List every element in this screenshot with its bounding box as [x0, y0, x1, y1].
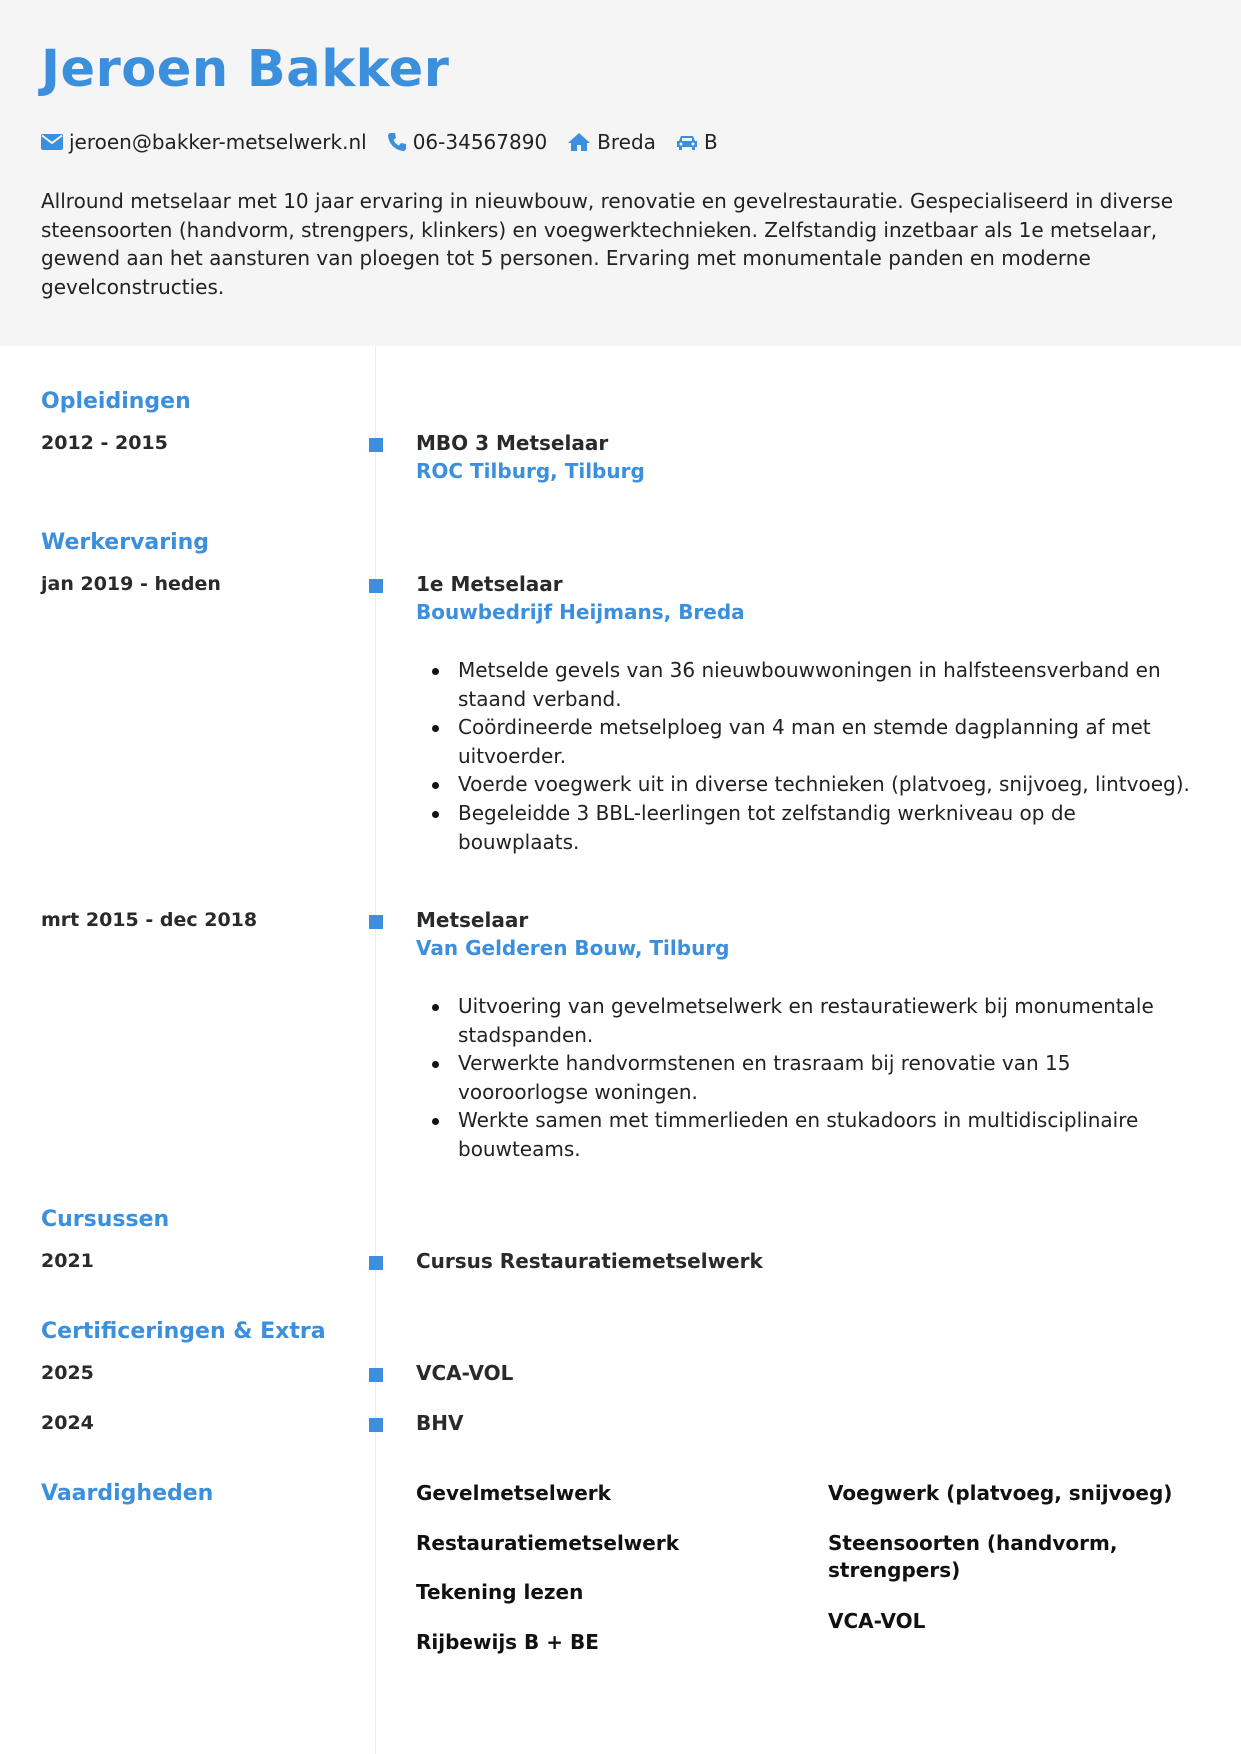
list-item: Metselde gevels van 36 nieuwbouwwoningen in halfsteensverband en staand verband.: [416, 656, 1196, 713]
experience-title: 1e Metselaar: [416, 572, 563, 596]
course-title: Cursus Restauratiemetselwerk: [416, 1249, 763, 1273]
education-date: 2012 - 2015: [41, 432, 168, 454]
experience-bullets: [416, 992, 1196, 1164]
phone-text: 06-34567890: [412, 130, 548, 154]
experience-bullets: [416, 656, 1196, 856]
experience-date: jan 2019 - heden: [41, 573, 221, 595]
education-title: MBO 3 Metselaar: [416, 431, 609, 455]
skill-item: Restauratiemetselwerk: [416, 1531, 679, 1555]
skill-item: Voegwerk (platvoeg, snijvoeg): [828, 1481, 1173, 1505]
section-title-experience: Werkervaring: [41, 530, 210, 555]
contact-city: [567, 130, 656, 154]
education-school: ROC Tilburg, Tilburg: [416, 459, 645, 483]
envelope-icon: [41, 134, 63, 150]
experience-title: Metselaar: [416, 908, 529, 932]
section-title-courses: Cursussen: [41, 1207, 170, 1232]
car-icon: [676, 133, 698, 151]
timeline-marker: [369, 1368, 383, 1382]
certification-title: VCA-VOL: [416, 1361, 514, 1385]
skill-item: Tekening lezen: [416, 1580, 584, 1604]
timeline-marker: [369, 438, 383, 452]
list-item: Verwerkte handvormstenen en trasraam bij renovatie van 15 vooroorlogse woningen.: [416, 1049, 1196, 1106]
skill-item: Steensoorten (handvorm, strengpers): [828, 1531, 1118, 1582]
contact-phone: [387, 130, 547, 154]
list-item: Werkte samen met timmerlieden en stukadoors in multidisciplinaire bouwteams.: [416, 1106, 1196, 1163]
list-item: Begeleidde 3 BBL-leerlingen tot zelfstandig werkniveau op de bouwplaats.: [416, 799, 1196, 856]
timeline-marker: [369, 1256, 383, 1270]
skill-item: VCA-VOL: [828, 1609, 926, 1633]
list-item: Coördineerde metselploeg van 4 man en stemde dagplanning af met uitvoerder.: [416, 713, 1196, 770]
certification-title: BHV: [416, 1411, 464, 1435]
timeline-marker: [369, 579, 383, 593]
home-icon: [567, 132, 591, 152]
profile-summary: Allround metselaar met 10 jaar ervaring in nieuwbouw, renovatie en gevelrestauratie. Gespecialiseerd in diverse steensoorten (handvorm, strengpers, klinkers) en voegwerktechnieken. Zelfstandig inzetbaar als 1e metselaar, gewend aan het aansturen van ploegen tot 5 personen. Ervaring met monumentale panden en moderne gevelconstructies.: [41, 189, 1174, 299]
candidate-name: Jeroen Bakker: [41, 40, 450, 99]
header: [0, 0, 1241, 346]
timeline-divider: [375, 346, 376, 1754]
experience-date: mrt 2015 - dec 2018: [41, 909, 258, 931]
email-text: jeroen@bakker-metselwerk.nl: [69, 130, 367, 154]
certification-date: 2024: [41, 1412, 94, 1434]
contact-bar: [41, 128, 738, 156]
timeline-marker: [369, 1418, 383, 1432]
course-date: 2021: [41, 1250, 94, 1272]
contact-license: [676, 130, 718, 154]
certification-date: 2025: [41, 1362, 94, 1384]
section-title-education: Opleidingen: [41, 389, 191, 414]
section-title-skills: Vaardigheden: [41, 1481, 214, 1506]
contact-email: [41, 130, 367, 154]
experience-company: Bouwbedrijf Heijmans, Breda: [416, 600, 745, 624]
skill-item: Rijbewijs B + BE: [416, 1630, 599, 1654]
experience-company: Van Gelderen Bouw, Tilburg: [416, 936, 730, 960]
skill-item: Gevelmetselwerk: [416, 1481, 611, 1505]
list-item: Voerde voegwerk uit in diverse technieken (platvoeg, snijvoeg, lintvoeg).: [416, 770, 1196, 799]
city-text: Breda: [597, 130, 656, 154]
phone-icon: [387, 132, 407, 152]
timeline-marker: [369, 915, 383, 929]
list-item: Uitvoering van gevelmetselwerk en restauratiewerk bij monumentale stadspanden.: [416, 992, 1196, 1049]
section-title-certifications: Certificeringen & Extra: [41, 1319, 326, 1344]
license-text: B: [703, 130, 718, 154]
